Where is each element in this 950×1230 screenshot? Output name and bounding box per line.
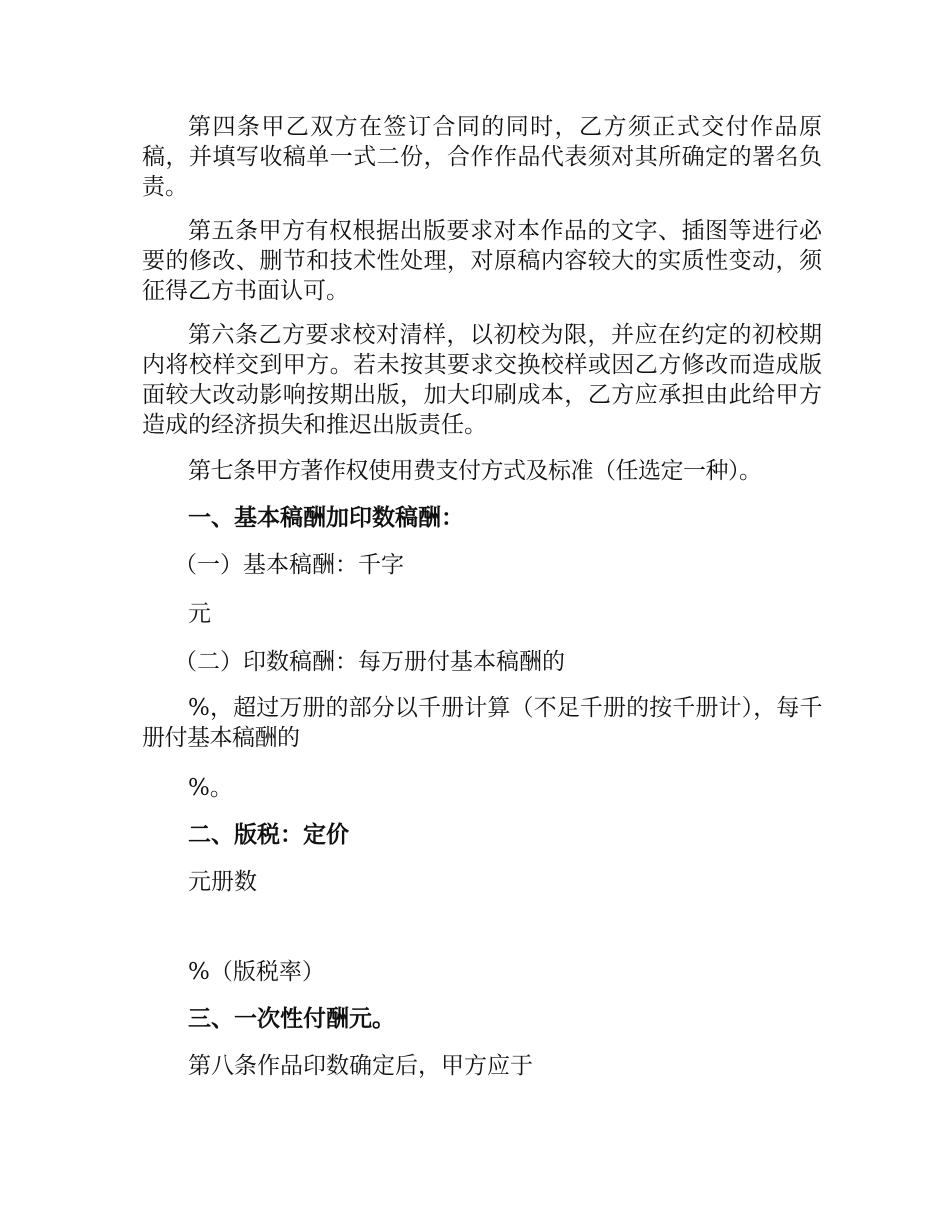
- print-fee-continuation: %，超过万册的部分以千册计算（不足千册的按千册计），每千册付基本稿酬的: [142, 695, 822, 751]
- percent-end-line: %。: [188, 775, 233, 801]
- heading-basic-fee: 一、基本稿酬加印数稿酬：: [188, 504, 464, 531]
- article-5: 第五条甲方有权根据出版要求对本作品的文字、插图等进行必要的修改、删节和技术性处理，对原稿内容较大的实质性变动，须征得乙方书面认可。: [142, 218, 822, 304]
- heading-lump-sum: 三、一次性付酬元。: [188, 1005, 395, 1032]
- article-4: 第四条甲乙双方在签订合同的同时，乙方须正式交付作品原稿，并填写收稿单一式二份，合作作品代表须对其所确定的署名负责。: [142, 114, 822, 200]
- print-fee-line: （二）印数稿酬：每万册付基本稿酬的: [174, 649, 565, 675]
- copies-line: 元册数: [188, 869, 257, 895]
- article-6: 第六条乙方要求校对清样，以初校为限，并应在约定的初校期内将校样交到甲方。若未按其要求交换校样或因乙方修改而造成版面较大改动影响按期出版，加大印刷成本，乙方应承担由此给甲方造成的经济损失和推迟出版责任。: [142, 322, 822, 438]
- article-8: 第八条作品印数确定后，甲方应于: [188, 1053, 533, 1079]
- contract-page: [142, 112, 822, 1081]
- heading-royalty: 二、版税：定价: [188, 821, 349, 848]
- royalty-rate-line: %（版税率）: [188, 959, 325, 985]
- article-7: 第七条甲方著作权使用费支付方式及标准（任选定一种）。: [188, 458, 762, 484]
- yuan-line: 元: [188, 601, 211, 627]
- basic-fee-line: （一）基本稿酬：千字: [174, 552, 404, 578]
